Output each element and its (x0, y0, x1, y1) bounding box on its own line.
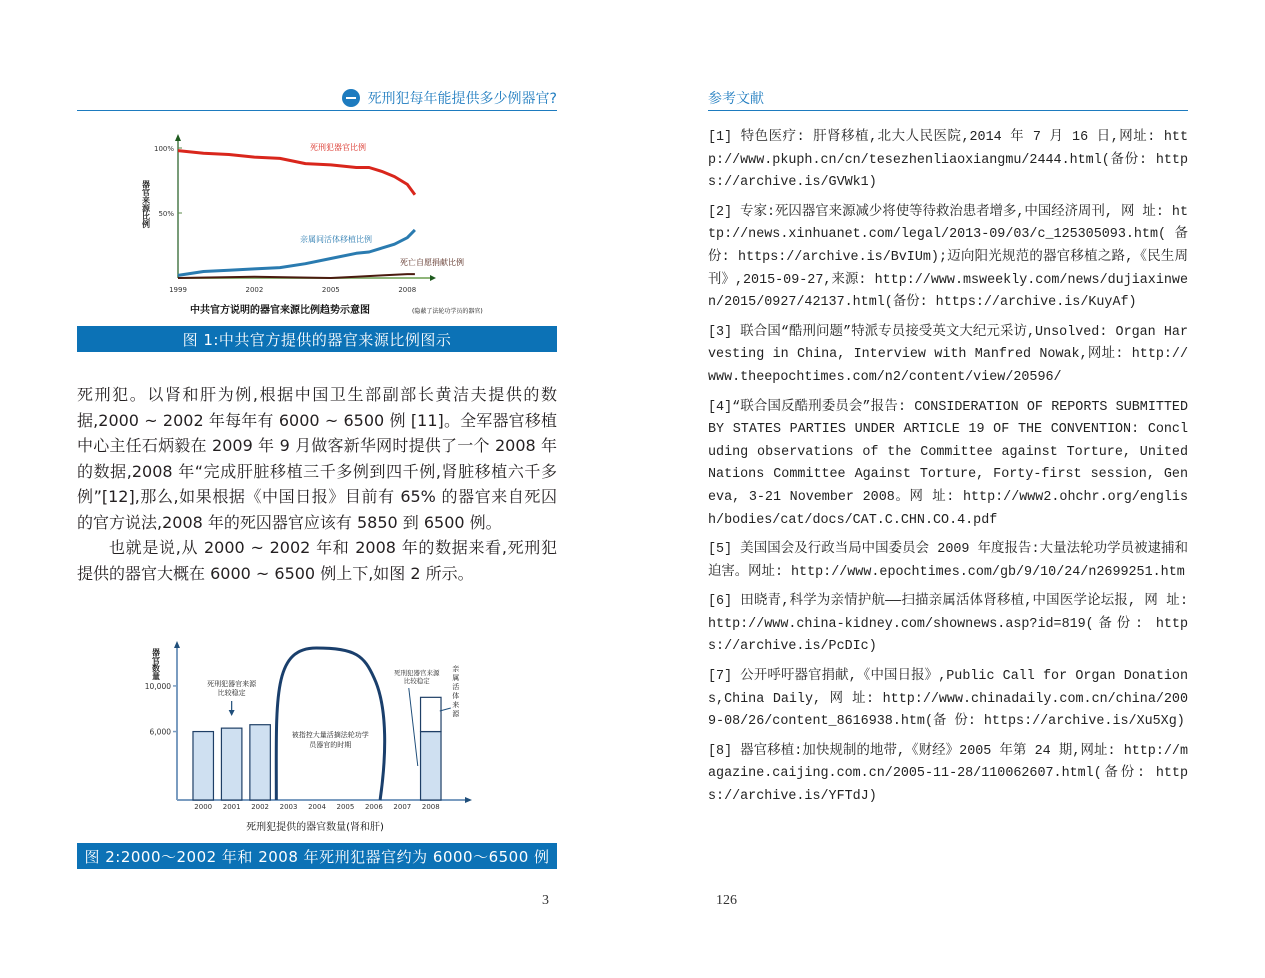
reference-item: [6] 田晓青,科学为亲情护航——扫描亲属活体肾移植,中国医学论坛报, 网 址: http://www.china-kidney.com/shownews.asp?id=819(备份: https://archive.is/PcDIc) (708, 594, 1188, 655)
x-tick-label: 2007 (393, 803, 412, 811)
x-axis-arrow-icon (465, 797, 472, 803)
annotation-arrowhead-icon (229, 710, 235, 716)
reference-item: [1] 特色医疗: 肝肾移植,北大人民医院,2014 年 7 月 16 日,网址: http://www.pkuph.cn/cn/tesezhenliaoxiangmu/2444.html(备份: https://archive.is/GVWk1) (708, 130, 1188, 191)
x-tick-label: 2008 (421, 803, 440, 811)
annotation: 员器官的时期 (309, 741, 352, 749)
bar (421, 732, 441, 800)
left-page (0, 0, 632, 978)
reference-item: [5] 美国国会及行政当局中国委员会 2009 年度报告:大量法轮功学员被逮捕和迫害。网址: http://www.epochtimes.com/gb/9/10/24/n2699251.htm (708, 542, 1188, 580)
y-axis-arrow-icon (175, 134, 181, 141)
bar (250, 725, 270, 800)
figure-2-chart (120, 638, 510, 838)
y-axis-arrow-icon (174, 641, 180, 648)
x-tick-label: 2004 (308, 803, 326, 811)
x-tick-label: 2008 (398, 286, 417, 294)
y-tick-label: 100% (153, 145, 174, 153)
series-line (178, 230, 415, 276)
x-tick-label: 2001 (222, 803, 241, 811)
chart-title: 死刑犯提供的器官数量(肾和肝) (246, 822, 384, 833)
running-head-title: 参考文献 (708, 91, 764, 107)
running-head-title: 死刑犯每年能提供多少例器官? (367, 91, 557, 107)
y-tick-label: 10,000 (144, 681, 171, 691)
series-label: 死刑犯器官比例 (310, 143, 366, 152)
right-page (633, 0, 1265, 978)
reference-item: [4]“联合国反酷刑委员会”报告: CONSIDERATION OF REPORTS SUBMITTED BY STATES PARTIES UNDER ARTICLE 19 OF THE CONVENTION: Concluding observations of the Committee against Torture, United Nations Committee Against Torture, Forty-first session, Geneva, 3-21 November 2008。网 址: http://www2.ohchr.org/english/bodies/cat/docs/CAT.C.CHN.CO.4.pdf (708, 399, 1188, 528)
figure-2-caption: 图 2:2000～2002 年和 2008 年死刑犯器官约为 6000～6500 例 (77, 843, 557, 869)
annotation-char: 属 (452, 674, 460, 682)
x-tick-label: 2000 (194, 803, 213, 811)
x-tick-label: 2006 (364, 803, 383, 811)
annotation-char: 活 (452, 683, 460, 691)
series-label: 死亡自愿捐献比例 (400, 258, 464, 267)
annotation-char: 源 (452, 710, 460, 718)
series-label: 亲属间活体移植比例 (300, 235, 372, 244)
figure-1-caption: 图 1:中共官方提供的器官来源比例图示 (77, 326, 557, 352)
reference-item: [7] 公开呼吁器官捐献,《中国日报》,Public Call for Organ Donations,China Daily, 网 址: http://www.chinadaily.com.cn/china/2009-08/26/content_8616938.htm(备 份: https://archive.is/Xu5Xg) (708, 669, 1188, 730)
annotation-char: 体 (452, 692, 460, 700)
annotation: 死刑犯器官来源 (394, 669, 440, 677)
x-tick-label: 2005 (336, 803, 355, 811)
annotation: 死刑犯器官来源 (207, 680, 257, 688)
chapter-bullet-icon (342, 89, 360, 107)
annotation: 被指控大量活摘法轮功学 (291, 731, 369, 739)
paragraph: 也就是说,从 2000 ~ 2002 年和 2008 年的数据来看,死刑犯提供的器官大概在 6000 ~ 6500 例上下,如图 2 所示。 (77, 538, 557, 583)
y-axis-label: 器官来源比例 (141, 180, 151, 228)
running-head (77, 86, 557, 111)
page-number: 126 (716, 893, 737, 908)
x-tick-label: 2003 (279, 803, 298, 811)
bar (221, 728, 241, 800)
reference-list (708, 127, 1188, 816)
running-head (708, 86, 1188, 111)
y-tick-label: 50% (158, 210, 174, 218)
annotation: 比较稳定 (403, 677, 430, 685)
figure-1-chart (130, 130, 500, 320)
bar-stacked (421, 697, 441, 731)
reference-item: [3] 联合国“酷刑问题”特派专员接受英文大纪元采访,Unsolved: Organ Harvesting in China, Interview with Manfred Nowak,网址: http://www.theepochtimes.com/n2/content/view/20596/ (708, 324, 1188, 385)
bar (193, 732, 213, 800)
y-axis-label: 器官数量 (151, 648, 161, 680)
reference-item: [8] 器官移植:加快规制的地带,《财经》2005 年第 24 期,网址: http://magazine.caijing.com.cn/2005-11-28/110062607.html(备份: https://archive.is/YFTdJ) (708, 743, 1188, 805)
period-outline (276, 648, 384, 800)
body-text (77, 382, 557, 586)
annotation-arrow-icon (409, 688, 418, 766)
x-tick-label: 1999 (169, 286, 187, 294)
annotation-char: 来 (452, 701, 460, 709)
chart-title: 中共官方说明的器官来源比例趋势示意图 (190, 305, 370, 316)
x-tick-label: 2005 (321, 286, 340, 294)
page-number: 3 (542, 893, 549, 908)
series-line (178, 151, 415, 195)
reference-item: [2] 专家:死囚器官来源减少将使等待救治患者增多,中国经济周刊, 网 址: http://news.xinhuanet.com/legal/2013-09/03/c_125305093.htm(备份: https://archive.is/BvIUm);迈向阳光规范的器官移植之路,《民生周刊》,2015-09-27,来源: http://www.msweekly.com/news/dujiaxinwen/2015/0927/42137.html(备份: https://archive.is/KuyAf) (708, 204, 1188, 311)
x-tick-label: 2002 (251, 803, 270, 811)
chart-title-note: (隐蔽了法轮功学员的器官) (412, 308, 483, 315)
x-tick-label: 2002 (245, 286, 264, 294)
annotation-char: 亲 (452, 665, 460, 673)
x-axis-arrow-icon (430, 275, 436, 281)
annotation: 比较稳定 (217, 689, 246, 697)
paragraph: 死刑犯。以肾和肝为例,根据中国卫生部副部长黄洁夫提供的数据,2000 ~ 2002 年每年有 6000 ~ 6500 例 [11]。全军器官移植中心主任石炳毅在 2009 年 9 月做客新华网时提供了一个 2008 年的数据,2008 年“完成肝脏移植三千多例到四千例,肾脏移植六千多例”[12],那么,如果根据《中国日报》目前有 65% 的器官来自死囚的官方说法,2008 年的死囚器官应该有 5850 到 6500 例。 (77, 385, 557, 532)
y-tick-label: 6,000 (149, 727, 171, 737)
